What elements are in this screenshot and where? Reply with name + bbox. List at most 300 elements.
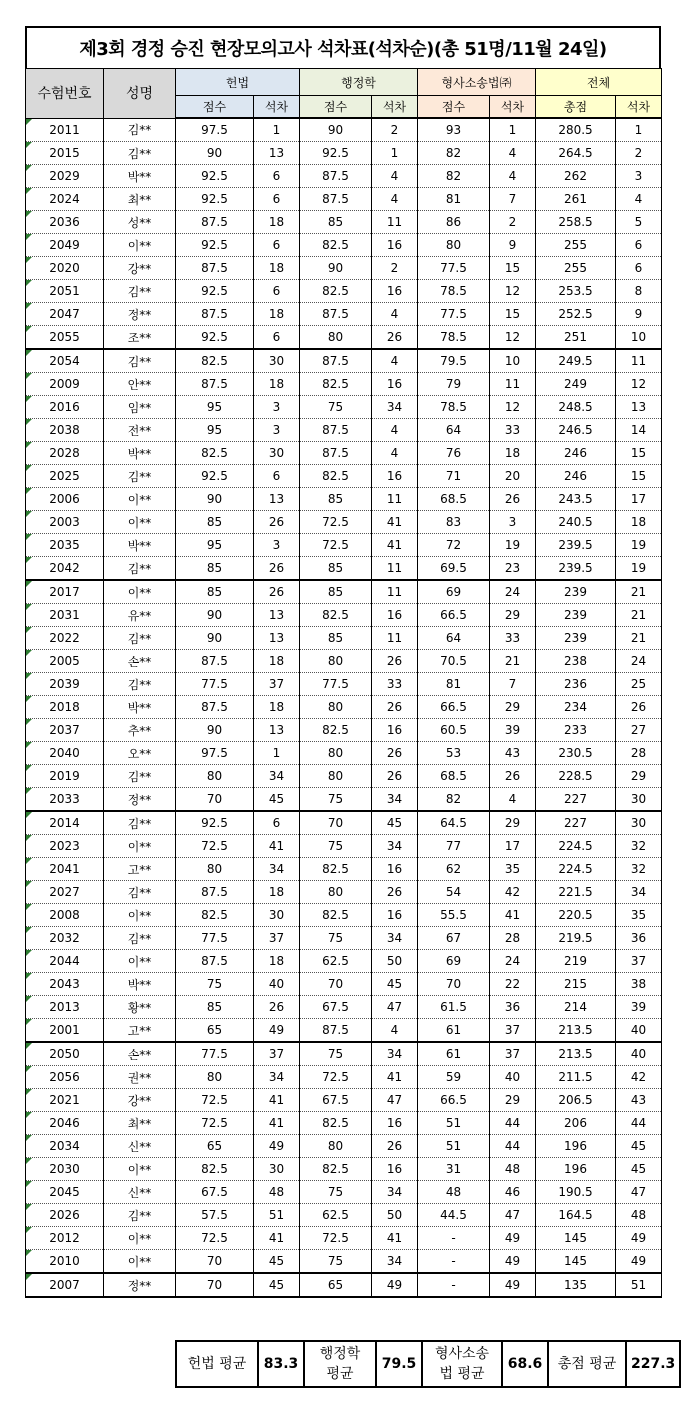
cell-exam-number: 2011: [26, 118, 104, 142]
cell-criminal-procedure-rank: 35: [490, 858, 536, 881]
cell-constitution-rank: 6: [254, 326, 300, 350]
cell-total-score: 214: [536, 996, 616, 1019]
header-criminal-procedure: 형사소송법㈜: [418, 69, 536, 96]
table-row: [26, 650, 662, 673]
header-name: 성명: [104, 69, 176, 119]
cell-name: 박**: [104, 442, 176, 465]
cell-criminal-procedure-score: 80: [418, 234, 490, 257]
cell-criminal-procedure-score: 60.5: [418, 719, 490, 742]
cell-exam-number: 2028: [26, 442, 104, 465]
cell-public-admin-score: 77.5: [300, 673, 372, 696]
table-row: [26, 742, 662, 765]
cell-public-admin-score: 87.5: [300, 303, 372, 326]
cell-exam-number: 2018: [26, 696, 104, 719]
cell-criminal-procedure-rank: 40: [490, 1066, 536, 1089]
cell-total-rank: 10: [616, 326, 662, 350]
cell-total-rank: 44: [616, 1112, 662, 1135]
table-row: [26, 835, 662, 858]
cell-criminal-procedure-rank: 20: [490, 465, 536, 488]
table-row: [26, 1181, 662, 1204]
cell-total-score: 238: [536, 650, 616, 673]
table-row: [26, 488, 662, 511]
cell-criminal-procedure-rank: 7: [490, 188, 536, 211]
cell-constitution-rank: 45: [254, 1273, 300, 1297]
cell-public-admin-rank: 49: [372, 1273, 418, 1297]
cell-total-rank: 3: [616, 165, 662, 188]
cell-exam-number: 2010: [26, 1250, 104, 1274]
cell-criminal-procedure-rank: 47: [490, 1204, 536, 1227]
cell-criminal-procedure-score: 64: [418, 627, 490, 650]
cell-criminal-procedure-rank: 42: [490, 881, 536, 904]
cell-total-rank: 49: [616, 1250, 662, 1274]
cell-public-admin-rank: 4: [372, 303, 418, 326]
cell-constitution-score: 85: [176, 580, 254, 604]
cell-name: 신**: [104, 1135, 176, 1158]
cell-total-rank: 32: [616, 858, 662, 881]
cell-name: 김**: [104, 557, 176, 581]
cell-criminal-procedure-score: -: [418, 1250, 490, 1274]
cell-total-rank: 9: [616, 303, 662, 326]
table-row: [26, 627, 662, 650]
cell-total-rank: 18: [616, 511, 662, 534]
cell-name: 오**: [104, 742, 176, 765]
cell-public-admin-score: 87.5: [300, 349, 372, 373]
cell-criminal-procedure-rank: 4: [490, 142, 536, 165]
cell-total-rank: 6: [616, 234, 662, 257]
cell-public-admin-score: 72.5: [300, 511, 372, 534]
cell-public-admin-score: 82.5: [300, 373, 372, 396]
cell-constitution-score: 70: [176, 1250, 254, 1274]
cell-total-rank: 47: [616, 1181, 662, 1204]
table-row: [26, 881, 662, 904]
table-body: [26, 118, 662, 1297]
table-row: [26, 142, 662, 165]
cell-criminal-procedure-rank: 23: [490, 557, 536, 581]
cell-public-admin-score: 90: [300, 118, 372, 142]
cell-criminal-procedure-score: 68.5: [418, 765, 490, 788]
table-row: [26, 396, 662, 419]
cell-total-score: 246: [536, 465, 616, 488]
cell-total-score: 255: [536, 234, 616, 257]
cell-constitution-score: 65: [176, 1019, 254, 1043]
cell-total-score: 206.5: [536, 1089, 616, 1112]
cell-criminal-procedure-rank: 29: [490, 1089, 536, 1112]
cell-total-score: 196: [536, 1135, 616, 1158]
subheader-total-rank: 석차: [616, 96, 662, 119]
cell-exam-number: 2024: [26, 188, 104, 211]
cell-public-admin-rank: 34: [372, 1250, 418, 1274]
cell-exam-number: 2016: [26, 396, 104, 419]
cell-total-rank: 19: [616, 534, 662, 557]
cell-public-admin-score: 85: [300, 211, 372, 234]
table-row: [26, 696, 662, 719]
cell-public-admin-rank: 41: [372, 511, 418, 534]
cell-name: 김**: [104, 627, 176, 650]
cell-constitution-score: 95: [176, 419, 254, 442]
cell-public-admin-rank: 11: [372, 627, 418, 650]
cell-criminal-procedure-score: 59: [418, 1066, 490, 1089]
cell-total-score: 239: [536, 604, 616, 627]
cell-public-admin-score: 87.5: [300, 165, 372, 188]
cell-criminal-procedure-rank: 9: [490, 234, 536, 257]
cell-total-rank: 30: [616, 811, 662, 835]
cell-public-admin-score: 75: [300, 788, 372, 812]
cell-criminal-procedure-score: 93: [418, 118, 490, 142]
cell-total-rank: 42: [616, 1066, 662, 1089]
cell-criminal-procedure-rank: 44: [490, 1135, 536, 1158]
cell-constitution-rank: 30: [254, 349, 300, 373]
cell-criminal-procedure-score: 79.5: [418, 349, 490, 373]
table-row: [26, 1019, 662, 1043]
cell-exam-number: 2034: [26, 1135, 104, 1158]
cell-criminal-procedure-rank: 29: [490, 604, 536, 627]
cell-constitution-rank: 49: [254, 1019, 300, 1043]
cell-constitution-score: 90: [176, 488, 254, 511]
cell-constitution-score: 82.5: [176, 442, 254, 465]
table-row: [26, 511, 662, 534]
cell-total-score: 261: [536, 188, 616, 211]
cell-constitution-score: 82.5: [176, 349, 254, 373]
cell-total-score: 206: [536, 1112, 616, 1135]
cell-exam-number: 2037: [26, 719, 104, 742]
cell-constitution-rank: 3: [254, 534, 300, 557]
cell-constitution-score: 87.5: [176, 881, 254, 904]
cell-total-score: 211.5: [536, 1066, 616, 1089]
label-line: 평균: [326, 1366, 354, 1382]
cell-total-rank: 2: [616, 142, 662, 165]
cell-criminal-procedure-score: 64: [418, 419, 490, 442]
cell-public-admin-rank: 1: [372, 142, 418, 165]
cell-public-admin-rank: 34: [372, 788, 418, 812]
cell-criminal-procedure-score: 86: [418, 211, 490, 234]
cell-total-score: 220.5: [536, 904, 616, 927]
cell-public-admin-score: 82.5: [300, 1158, 372, 1181]
cell-public-admin-score: 85: [300, 488, 372, 511]
cell-name: 김**: [104, 927, 176, 950]
table-row: [26, 927, 662, 950]
cell-criminal-procedure-rank: 49: [490, 1227, 536, 1250]
cell-exam-number: 2023: [26, 835, 104, 858]
cell-exam-number: 2033: [26, 788, 104, 812]
cell-constitution-score: 82.5: [176, 1158, 254, 1181]
cell-public-admin-rank: 34: [372, 1181, 418, 1204]
label-line: 형사소송: [434, 1346, 490, 1362]
cell-criminal-procedure-rank: 28: [490, 927, 536, 950]
cell-constitution-score: 95: [176, 534, 254, 557]
cell-name: 박**: [104, 696, 176, 719]
cell-criminal-procedure-rank: 29: [490, 696, 536, 719]
table-row: [26, 211, 662, 234]
cell-public-admin-score: 85: [300, 557, 372, 581]
total-average-label: 총점 평균: [548, 1341, 626, 1387]
cell-criminal-procedure-score: 64.5: [418, 811, 490, 835]
cell-criminal-procedure-score: 69: [418, 950, 490, 973]
subheader-rank: 석차: [254, 96, 300, 119]
cell-total-rank: 17: [616, 488, 662, 511]
cell-criminal-procedure-rank: 26: [490, 765, 536, 788]
cell-total-score: 249: [536, 373, 616, 396]
cell-public-admin-score: 87.5: [300, 1019, 372, 1043]
table-row: [26, 303, 662, 326]
cell-constitution-rank: 3: [254, 396, 300, 419]
subheader-score: 점수: [418, 96, 490, 119]
cell-constitution-rank: 41: [254, 1112, 300, 1135]
cell-public-admin-score: 70: [300, 973, 372, 996]
cell-constitution-score: 67.5: [176, 1181, 254, 1204]
cell-public-admin-score: 72.5: [300, 534, 372, 557]
cell-total-rank: 12: [616, 373, 662, 396]
cell-public-admin-rank: 26: [372, 650, 418, 673]
cell-constitution-score: 97.5: [176, 118, 254, 142]
cell-exam-number: 2054: [26, 349, 104, 373]
header-public-admin: 행정학: [300, 69, 418, 96]
table-row: [26, 973, 662, 996]
cell-constitution-score: 92.5: [176, 811, 254, 835]
cell-name: 최**: [104, 188, 176, 211]
table-row: [26, 904, 662, 927]
cell-public-admin-score: 85: [300, 627, 372, 650]
cell-public-admin-score: 82.5: [300, 465, 372, 488]
cell-name: 이**: [104, 950, 176, 973]
cell-constitution-score: 87.5: [176, 257, 254, 280]
cell-constitution-rank: 6: [254, 165, 300, 188]
cell-public-admin-score: 75: [300, 396, 372, 419]
table-row: [26, 1204, 662, 1227]
cell-exam-number: 2051: [26, 280, 104, 303]
cell-name: 정**: [104, 788, 176, 812]
cell-total-rank: 39: [616, 996, 662, 1019]
cell-public-admin-score: 80: [300, 650, 372, 673]
cell-exam-number: 2046: [26, 1112, 104, 1135]
cell-criminal-procedure-rank: 44: [490, 1112, 536, 1135]
cell-constitution-rank: 26: [254, 996, 300, 1019]
cell-criminal-procedure-rank: 15: [490, 257, 536, 280]
cell-name: 김**: [104, 1204, 176, 1227]
table-row: [26, 996, 662, 1019]
cell-exam-number: 2042: [26, 557, 104, 581]
cell-public-admin-rank: 4: [372, 165, 418, 188]
cell-total-rank: 14: [616, 419, 662, 442]
cell-total-score: 213.5: [536, 1042, 616, 1066]
cell-criminal-procedure-score: 54: [418, 881, 490, 904]
cell-constitution-score: 92.5: [176, 234, 254, 257]
table-row: [26, 673, 662, 696]
cell-constitution-score: 90: [176, 604, 254, 627]
cell-criminal-procedure-score: 82: [418, 165, 490, 188]
cell-exam-number: 2013: [26, 996, 104, 1019]
cell-public-admin-rank: 34: [372, 1042, 418, 1066]
cell-total-rank: 43: [616, 1089, 662, 1112]
cell-criminal-procedure-rank: 24: [490, 580, 536, 604]
cell-name: 김**: [104, 765, 176, 788]
cell-total-score: 233: [536, 719, 616, 742]
cell-name: 전**: [104, 419, 176, 442]
table-row: [26, 1042, 662, 1066]
cell-public-admin-score: 62.5: [300, 950, 372, 973]
cell-constitution-score: 97.5: [176, 742, 254, 765]
cell-constitution-rank: 18: [254, 303, 300, 326]
cell-total-score: 236: [536, 673, 616, 696]
cell-criminal-procedure-rank: 37: [490, 1042, 536, 1066]
cell-criminal-procedure-score: 70.5: [418, 650, 490, 673]
cell-constitution-score: 87.5: [176, 696, 254, 719]
cell-total-rank: 24: [616, 650, 662, 673]
cell-public-admin-score: 82.5: [300, 604, 372, 627]
cell-criminal-procedure-score: 48: [418, 1181, 490, 1204]
cell-exam-number: 2017: [26, 580, 104, 604]
cell-criminal-procedure-rank: 3: [490, 511, 536, 534]
cell-constitution-score: 85: [176, 511, 254, 534]
cell-exam-number: 2019: [26, 765, 104, 788]
cell-constitution-score: 80: [176, 1066, 254, 1089]
cell-constitution-score: 85: [176, 557, 254, 581]
cell-criminal-procedure-rank: 36: [490, 996, 536, 1019]
cell-total-rank: 40: [616, 1042, 662, 1066]
cell-total-rank: 25: [616, 673, 662, 696]
cell-constitution-score: 70: [176, 788, 254, 812]
cell-exam-number: 2044: [26, 950, 104, 973]
cell-exam-number: 2001: [26, 1019, 104, 1043]
cell-total-rank: 21: [616, 580, 662, 604]
cell-total-score: 196: [536, 1158, 616, 1181]
cell-constitution-rank: 51: [254, 1204, 300, 1227]
cell-total-score: 248.5: [536, 396, 616, 419]
table-row: [26, 1089, 662, 1112]
cell-public-admin-score: 80: [300, 326, 372, 350]
cell-public-admin-score: 92.5: [300, 142, 372, 165]
cell-total-rank: 51: [616, 1273, 662, 1297]
cell-total-rank: 21: [616, 604, 662, 627]
cell-public-admin-score: 80: [300, 696, 372, 719]
cell-public-admin-rank: 16: [372, 465, 418, 488]
cell-exam-number: 2014: [26, 811, 104, 835]
cell-name: 신**: [104, 1181, 176, 1204]
cell-exam-number: 2012: [26, 1227, 104, 1250]
cell-criminal-procedure-score: 53: [418, 742, 490, 765]
cell-public-admin-score: 80: [300, 881, 372, 904]
cell-public-admin-score: 80: [300, 1135, 372, 1158]
cell-criminal-procedure-rank: 49: [490, 1273, 536, 1297]
cell-public-admin-rank: 4: [372, 188, 418, 211]
cell-criminal-procedure-rank: 2: [490, 211, 536, 234]
cell-exam-number: 2008: [26, 904, 104, 927]
subheader-total-score: 총점: [536, 96, 616, 119]
cell-criminal-procedure-score: 78.5: [418, 280, 490, 303]
ranking-sheet: [25, 26, 661, 1298]
table-row: [26, 765, 662, 788]
cell-constitution-rank: 41: [254, 1089, 300, 1112]
cell-exam-number: 2020: [26, 257, 104, 280]
cell-criminal-procedure-score: 77: [418, 835, 490, 858]
cell-total-rank: 48: [616, 1204, 662, 1227]
cell-total-rank: 13: [616, 396, 662, 419]
cell-total-rank: 49: [616, 1227, 662, 1250]
cell-public-admin-rank: 34: [372, 396, 418, 419]
cell-public-admin-rank: 41: [372, 1066, 418, 1089]
cell-name: 황**: [104, 996, 176, 1019]
cell-criminal-procedure-rank: 12: [490, 396, 536, 419]
cell-criminal-procedure-rank: 4: [490, 165, 536, 188]
cell-criminal-procedure-score: 79: [418, 373, 490, 396]
cell-criminal-procedure-rank: 19: [490, 534, 536, 557]
cell-name: 유**: [104, 604, 176, 627]
cell-exam-number: 2003: [26, 511, 104, 534]
header-exam-number: 수험번호: [26, 69, 104, 119]
cell-criminal-procedure-score: 78.5: [418, 396, 490, 419]
cell-constitution-rank: 18: [254, 881, 300, 904]
cell-name: 추**: [104, 719, 176, 742]
cell-constitution-rank: 41: [254, 835, 300, 858]
cell-public-admin-rank: 16: [372, 1112, 418, 1135]
ranking-table: [25, 68, 662, 1298]
table-row: [26, 1135, 662, 1158]
cell-exam-number: 2030: [26, 1158, 104, 1181]
cell-name: 이**: [104, 904, 176, 927]
cell-total-rank: 1: [616, 118, 662, 142]
cell-public-admin-score: 67.5: [300, 996, 372, 1019]
cell-exam-number: 2007: [26, 1273, 104, 1297]
cell-constitution-rank: 13: [254, 488, 300, 511]
cell-name: 김**: [104, 811, 176, 835]
cell-criminal-procedure-score: 70: [418, 973, 490, 996]
criminal-procedure-average-label: [422, 1341, 502, 1387]
cell-total-score: 251: [536, 326, 616, 350]
cell-public-admin-rank: 33: [372, 673, 418, 696]
page-title: 제3회 경정 승진 현장모의고사 석차표(석차순)(총 51명/11월 24일): [25, 26, 661, 68]
cell-name: 성**: [104, 211, 176, 234]
cell-constitution-score: 80: [176, 858, 254, 881]
cell-name: 고**: [104, 1019, 176, 1043]
cell-criminal-procedure-score: -: [418, 1273, 490, 1297]
cell-public-admin-rank: 16: [372, 904, 418, 927]
subheader-rank: 석차: [490, 96, 536, 119]
constitution-average-value: 83.3: [258, 1341, 304, 1387]
cell-constitution-score: 72.5: [176, 1227, 254, 1250]
cell-total-score: 224.5: [536, 858, 616, 881]
cell-public-admin-score: 72.5: [300, 1227, 372, 1250]
cell-criminal-procedure-score: 71: [418, 465, 490, 488]
cell-constitution-score: 77.5: [176, 1042, 254, 1066]
cell-public-admin-score: 82.5: [300, 719, 372, 742]
cell-public-admin-rank: 4: [372, 419, 418, 442]
cell-public-admin-score: 75: [300, 1042, 372, 1066]
table-row: [26, 419, 662, 442]
table-row: [26, 950, 662, 973]
cell-public-admin-score: 87.5: [300, 188, 372, 211]
cell-total-score: 262: [536, 165, 616, 188]
cell-constitution-rank: 30: [254, 904, 300, 927]
cell-criminal-procedure-rank: 39: [490, 719, 536, 742]
cell-constitution-rank: 6: [254, 465, 300, 488]
cell-exam-number: 2047: [26, 303, 104, 326]
cell-criminal-procedure-rank: 24: [490, 950, 536, 973]
cell-exam-number: 2015: [26, 142, 104, 165]
cell-constitution-score: 77.5: [176, 927, 254, 950]
cell-criminal-procedure-score: 55.5: [418, 904, 490, 927]
cell-name: 박**: [104, 534, 176, 557]
cell-total-score: 224.5: [536, 835, 616, 858]
table-row: [26, 442, 662, 465]
cell-total-rank: 8: [616, 280, 662, 303]
table-row: [26, 1273, 662, 1297]
cell-exam-number: 2043: [26, 973, 104, 996]
cell-total-score: 219.5: [536, 927, 616, 950]
cell-constitution-rank: 26: [254, 557, 300, 581]
cell-total-rank: 40: [616, 1019, 662, 1043]
cell-total-score: 234: [536, 696, 616, 719]
table-row: [26, 349, 662, 373]
cell-constitution-rank: 45: [254, 788, 300, 812]
